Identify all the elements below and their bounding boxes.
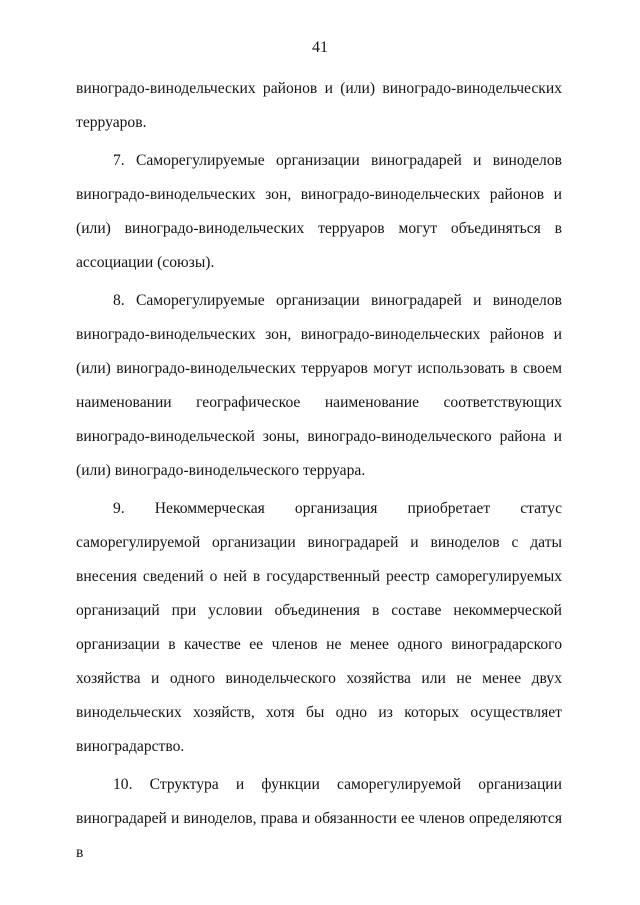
paragraph-item-7: 7. Саморегулируемые организации виноградарей и виноделов виноградо-винодельческих зон, виноградо-винодельческих районов и (или) виноградо-винодельческих терруаров могут объединяться в ассоциации (союзы). — [76, 152, 562, 271]
paragraph-item-10: 10. Структура и функции саморегулируемой организации виноградарей и виноделов, права и обязанности ее членов определяются в — [76, 776, 562, 861]
page-number: 41 — [312, 39, 328, 56]
paragraph-item-9: 9. Некоммерческая организация приобретает статус саморегулируемой организации виноградарей и виноделов с даты внесения сведений о ней в государственный реестр саморегулируемых организаций при условии объединения в составе некоммерческой организации в качестве ее членов не менее одного виноградарского хозяйства и одного винодельческого хозяйства или не менее двух винодельческих хозяйств, хотя бы одно из которых осуществляет виноградарство. — [76, 500, 562, 755]
paragraph-item-8: 8. Саморегулируемые организации виноградарей и виноделов виноградо-винодельческих зон, виноградо-винодельческих районов и (или) виноградо-винодельческих терруаров могут использовать в своем наименовании географическое наименование соответствующих виноградо-винодельческой зоны, виноградо-винодельческого района и (или) виноградо-винодельческого терруара. — [76, 292, 562, 479]
paragraph-continuation: виноградо-винодельческих районов и (или) виноградо-винодельческих терруаров. — [76, 80, 562, 131]
document-body — [76, 72, 562, 870]
